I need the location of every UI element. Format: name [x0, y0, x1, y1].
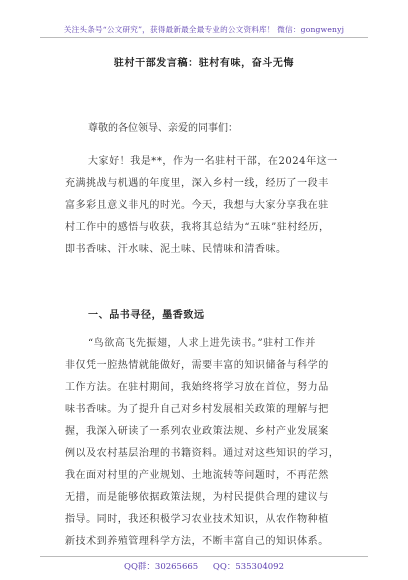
footer-contact: [0, 560, 408, 572]
section-line: 指导。同时，我还积极学习农业技术知识，从农作物种植: [65, 514, 329, 525]
header-divider: [40, 37, 368, 38]
section-line: 例以及农村基层治理的书籍资料。通过对这些知识的学习，: [65, 448, 340, 459]
section-line: 非仅凭一腔热情就能做好，需要丰富的知识储备与科学的: [65, 360, 329, 371]
intro-line: 富多彩且意义非凡的时光。今天，我想与大家分享我在驻: [65, 200, 329, 211]
section-line: 我在面对村里的产业规划、土地流转等问题时，不再茫然: [65, 470, 329, 481]
document-title: 驻村干部发言稿：驻村有味，奋斗无悔: [113, 58, 295, 69]
intro-line: 充满挑战与机遇的年度里，深入乡村一线，经历了一段丰: [65, 178, 329, 189]
section-line: “鸟欲高飞先振翅，人求上进先读书。”驻村工作并: [88, 338, 316, 349]
header-banner: 关注头条号“公文研究”，获得最新最全最专业的公文资料库！ 微信：gongwenyj: [63, 25, 345, 34]
salutation: 尊敬的各位领导、亲爱的同事们：: [88, 123, 238, 134]
section-line: 无措，而是能够依据政策法规，为村民提供合理的建议与: [65, 492, 329, 503]
footer-qq-number: QQ：535304092: [212, 562, 284, 572]
intro-line: 即书香味、汗水味、泥土味、民情味和清香味。: [65, 244, 287, 255]
footer-divider: [40, 556, 368, 557]
section-line: 味书香味。为了提升自己对乡村发展相关政策的理解与把: [65, 404, 329, 415]
section-heading: 一、品书寻径，墨香致远: [88, 310, 205, 321]
intro-line: 大家好！我是**，作为一名驻村干部，在2024年这一: [88, 156, 338, 167]
section-line: 握，我深入研读了一系列农业政策法规、乡村产业发展案: [65, 426, 329, 437]
footer-qq-group: QQ群：30265665: [123, 562, 199, 572]
section-line: 工作方法。在驻村期间，我始终将学习放在首位，努力品: [65, 382, 329, 393]
section-line: 新技术到养殖管理科学方法，不断丰富自己的知识体系。: [65, 536, 329, 547]
intro-line: 村工作中的感悟与收获，我将其总结为“五味”驻村经历，: [65, 222, 330, 233]
